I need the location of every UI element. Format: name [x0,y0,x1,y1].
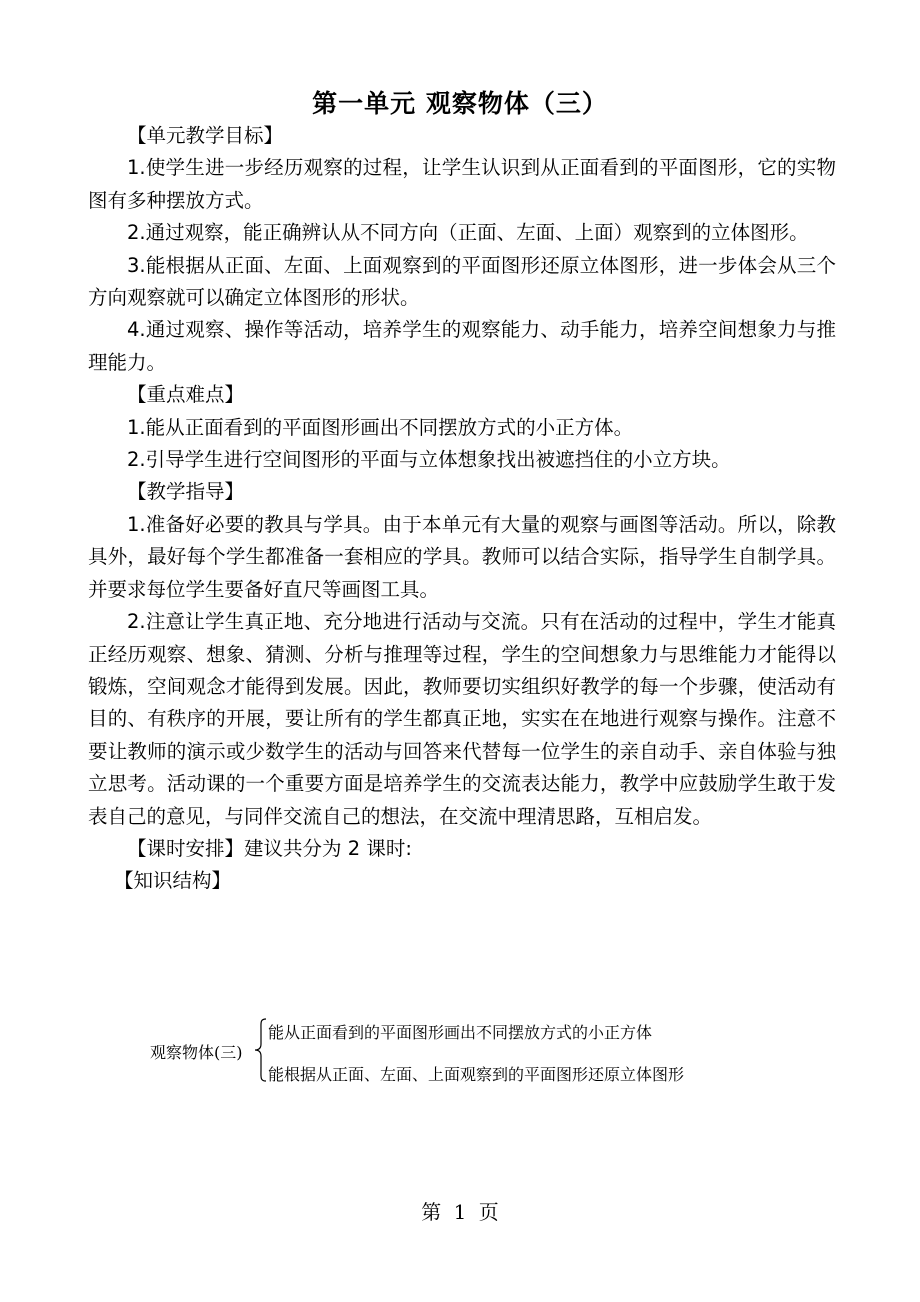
diagram-branch-2: 能根据从正面、左面、上面观察到的平面图形还原立体图形 [268,1065,685,1084]
objective-item-2: 2.通过观察，能正确辨认从不同方向（正面、左面、上面）观察到的立体图形。 [127,221,809,245]
objective-item-3: 3.能根据从正面、左面、上面观察到的平面图形还原立体图形，进一步体会从三个方向观察就可以确定立体图形的形状。 [88,253,836,310]
knowledge-structure-diagram [150,1010,750,1090]
objective-item-4: 4.通过观察、操作等活动，培养学生的观察能力、动手能力，培养空间想象力与推理能力。 [88,318,836,374]
page-number: 第 1 页 [421,1200,499,1224]
curly-brace-icon [254,1018,268,1082]
page-title: 第一单元 观察物体（三） [312,89,608,118]
section-heading-schedule: 【课时安排】 [127,836,245,860]
section-heading-structure: 【知识结构】 [114,869,232,893]
guidance-item-1: 1.准备好必要的教具与学具。由于本单元有大量的观察与画图等活动。所以，除教具外，最好每个学生都准备一套相应的学具。教师可以结合实际，指导学生自制学具。并要求每位学生要备好直尺等画图工具。 [88,512,836,601]
section-heading-objectives: 【单元教学目标】 [127,124,284,147]
schedule-text: 建议共分为 2 课时: [244,836,412,860]
key-point-item-2: 2.引导学生进行空间图形的平面与立体想象找出被遮挡住的小立方块。 [127,448,731,472]
guidance-item-2: 2.注意让学生真正地、充分地进行活动与交流。只有在活动的过程中，学生才能真正经历观察、想象、猜测、分析与推理等过程，学生的空间想象力与思维能力才能得以锻炼，空间观念才能得到发展。因此，教师要切实组织好教学的每一个步骤，使活动有目的、有秩序的开展，要让所有的学生都真正地，实实在在地进行观察与操作。注意不要让教师的演示或少数学生的活动与回答来代替每一位学生的亲自动手、亲自体验与独立思考。活动课的一个重要方面是培养学生的交流表达能力，教学中应鼓励学生敢于发表自己的意见，与同伴交流自己的想法，在交流中理清思路，互相启发。 [88,610,836,828]
section-heading-guidance: 【教学指导】 [127,480,245,504]
diagram-root-label: 观察物体(三) [150,1043,243,1062]
section-heading-key-points: 【重点难点】 [127,383,245,407]
objective-item-1: 1.使学生进一步经历观察的过程，让学生认识到从正面看到的平面图形，它的实物图有多种摆放方式。 [88,156,836,212]
document-body [88,120,836,898]
key-point-item-1: 1.能从正面看到的平面图形画出不同摆放方式的小正方体。 [127,415,634,439]
schedule-line [88,833,836,865]
diagram-branch-1: 能从正面看到的平面图形画出不同摆放方式的小正方体 [268,1023,653,1042]
